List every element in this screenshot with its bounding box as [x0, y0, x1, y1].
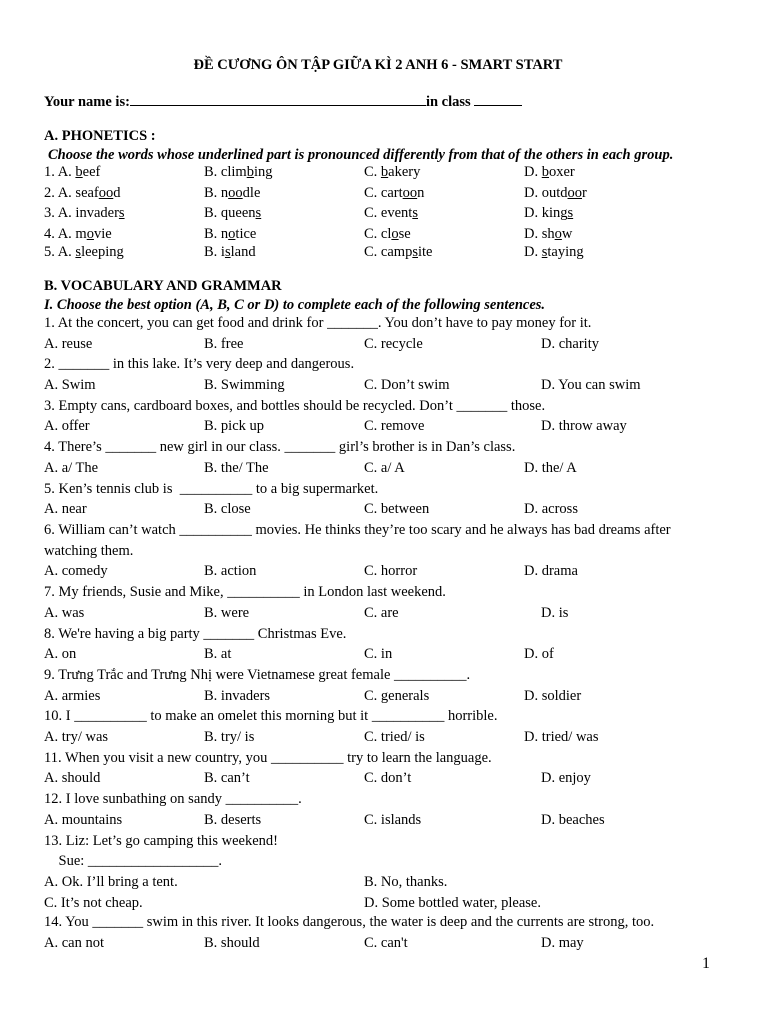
section-a-instruction: Choose the words whose underlined part is pronounced differently from that of the others in each group. — [48, 147, 674, 163]
answer-option[interactable]: D. may — [541, 935, 584, 951]
phonetics-option — [44, 184, 121, 202]
section-a-heading: A. PHONETICS : — [44, 128, 156, 144]
page-number: 1 — [702, 955, 710, 972]
option-text: B. i — [204, 244, 225, 260]
underlined-part: oo — [567, 185, 582, 201]
underlined-part: s — [75, 244, 82, 260]
question-text: 7. My friends, Susie and Mike, __________ in London last weekend. — [44, 584, 446, 600]
answer-option[interactable]: A. can not — [44, 935, 104, 951]
option-text: d — [113, 185, 121, 201]
option-text: C. — [364, 164, 381, 180]
answer-option[interactable]: D. enjoy — [541, 770, 591, 786]
answer-option[interactable]: B. Swimming — [204, 377, 285, 393]
underlined-part: s — [412, 205, 418, 221]
option-text: B. n — [204, 226, 229, 242]
option-text: land — [230, 244, 256, 260]
answer-option[interactable]: B. can’t — [204, 770, 250, 786]
question-text: 2. _______ in this lake. It’s very deep and dangerous. — [44, 356, 355, 372]
answer-option[interactable]: B. the/ The — [204, 460, 269, 476]
answer-option[interactable]: B. invaders — [204, 688, 271, 704]
underlined-part: o — [86, 226, 94, 242]
answer-option[interactable]: C. can't — [364, 935, 408, 951]
option-text: ing — [253, 164, 273, 180]
answer-option[interactable]: A. try/ was — [44, 729, 109, 745]
answer-option[interactable]: B. close — [204, 501, 251, 517]
option-text: C. cl — [364, 226, 392, 242]
underlined-part: oo — [402, 185, 418, 201]
question-text: 4. There’s _______ new girl in our class. _______ girl’s brother is in Dan’s class. — [44, 439, 516, 455]
underlined-part: b — [380, 164, 389, 180]
answer-option[interactable]: D. across — [524, 501, 578, 517]
answer-option[interactable]: D. beaches — [541, 812, 605, 828]
phonetics-option — [524, 225, 572, 243]
question-text: 8. We're having a big party _______ Christmas Eve. — [44, 626, 347, 642]
answer-option[interactable]: C. tried/ is — [364, 729, 425, 745]
phonetics-option — [364, 184, 424, 202]
phonetics-option — [204, 204, 261, 222]
answer-option[interactable]: B. should — [204, 935, 260, 951]
phonetics-option — [524, 243, 584, 261]
option-text: 2. A. seaf — [44, 185, 99, 201]
answer-option[interactable]: D. throw away — [541, 418, 627, 434]
answer-option[interactable]: C. don’t — [364, 770, 412, 786]
option-text: n — [417, 185, 425, 201]
option-text: akery — [388, 164, 421, 180]
underlined-part: s — [541, 244, 548, 260]
answer-option[interactable]: B. were — [204, 605, 250, 621]
answer-option[interactable]: C. between — [364, 501, 430, 517]
phonetics-option — [364, 204, 418, 222]
option-text: D. outd — [524, 185, 568, 201]
answer-option[interactable]: C. islands — [364, 812, 422, 828]
option-text: D. king — [524, 205, 568, 221]
section-b-instruction: I. Choose the best option (A, B, C or D) to complete each of the following sentences. — [44, 297, 546, 313]
answer-option[interactable]: C. recycle — [364, 336, 423, 352]
answer-option[interactable]: A. offer — [44, 418, 90, 434]
answer-option[interactable]: D. is — [541, 605, 569, 621]
phonetics-option — [204, 243, 256, 261]
phonetics-option — [524, 184, 587, 202]
question-text: Sue: __________________. — [44, 853, 223, 869]
answer-option[interactable]: D. Some bottled water, please. — [364, 895, 541, 911]
phonetics-option — [204, 225, 256, 243]
option-text: w — [561, 226, 573, 242]
option-text: vie — [93, 226, 112, 242]
option-text: D. — [524, 164, 542, 180]
option-text: se — [398, 226, 411, 242]
phonetics-option — [44, 225, 112, 243]
class-label: in class — [425, 94, 471, 110]
answer-option[interactable]: C. generals — [364, 688, 430, 704]
answer-option[interactable]: D. of — [524, 646, 554, 662]
underlined-part: o — [554, 226, 562, 242]
answer-option[interactable]: B. pick up — [204, 418, 265, 434]
underlined-part: b — [541, 164, 549, 180]
question-text: 9. Trưng Trắc and Trưng Nhị were Vietnamese great female __________. — [44, 667, 471, 683]
answer-option[interactable]: C. horror — [364, 563, 418, 579]
answer-option[interactable]: A. should — [44, 770, 101, 786]
answer-option[interactable]: D. drama — [524, 563, 578, 579]
phonetics-option — [364, 225, 411, 243]
answer-option[interactable]: A. near — [44, 501, 87, 517]
question-text: 5. Ken’s tennis club is __________ to a big supermarket. — [44, 481, 379, 497]
option-text: 1. A. — [44, 164, 76, 180]
phonetics-option — [364, 163, 420, 181]
option-text: C. event — [364, 205, 413, 221]
answer-option[interactable]: B. free — [204, 336, 244, 352]
option-text: D. — [524, 244, 542, 260]
option-text: dle — [242, 185, 261, 201]
answer-option[interactable]: D. the/ A — [524, 460, 577, 476]
phonetics-option — [204, 163, 272, 181]
answer-option[interactable]: C. remove — [364, 418, 425, 434]
option-text: r — [582, 185, 587, 201]
option-text: B. clim — [204, 164, 247, 180]
section-b-heading: B. VOCABULARY AND GRAMMAR — [44, 278, 282, 294]
underlined-part: s — [118, 205, 125, 221]
option-text: C. camp — [364, 244, 413, 260]
option-text: leeping — [81, 244, 124, 260]
underlined-part: s — [224, 244, 231, 260]
question-text: 13. Liz: Let’s go camping this weekend! — [44, 833, 278, 849]
answer-option[interactable]: A. was — [44, 605, 85, 621]
question-text: 6. William can’t watch __________ movies. He thinks they’re too scary and he always has bad dreams after — [44, 522, 671, 538]
answer-option[interactable]: B. deserts — [204, 812, 262, 828]
answer-option[interactable]: B. action — [204, 563, 257, 579]
answer-option[interactable]: A. reuse — [44, 336, 93, 352]
answer-option[interactable]: C. are — [364, 605, 399, 621]
question-text: watching them. — [44, 543, 134, 559]
underlined-part: b — [75, 164, 83, 180]
answer-option[interactable]: B. at — [204, 646, 232, 662]
answer-option[interactable]: C. in — [364, 646, 393, 662]
answer-option[interactable]: A. a/ The — [44, 460, 99, 476]
name-blank — [130, 92, 426, 106]
phonetics-option — [44, 163, 100, 181]
answer-option[interactable]: C. a/ A — [364, 460, 405, 476]
answer-option[interactable]: A. armies — [44, 688, 101, 704]
phonetics-option — [44, 204, 125, 222]
question-text: 3. Empty cans, cardboard boxes, and bottles should be recycled. Don’t _______ those. — [44, 398, 546, 414]
option-text: B. n — [204, 185, 229, 201]
underlined-part: s — [567, 205, 574, 221]
question-text: 1. At the concert, you can get food and drink for _______. You don’t have to pay money for it. — [44, 315, 592, 331]
answer-option[interactable]: A. Swim — [44, 377, 96, 393]
answer-option[interactable]: A. Ok. I’ll bring a tent. — [44, 874, 178, 890]
underlined-part: o — [228, 226, 236, 242]
question-text: 10. I __________ to make an omelet this morning but it __________ horrible. — [44, 708, 498, 724]
question-text: 14. You _______ swim in this river. It looks dangerous, the water is deep and the currents are strong, too. — [44, 914, 655, 930]
answer-option[interactable]: D. tried/ was — [524, 729, 599, 745]
underlined-part: o — [391, 226, 399, 242]
question-text: 12. I love sunbathing on sandy __________. — [44, 791, 302, 807]
option-text: B. queen — [204, 205, 256, 221]
option-text: tice — [235, 226, 257, 242]
option-text: taying — [547, 244, 584, 260]
phonetics-option — [524, 204, 573, 222]
option-text: eef — [82, 164, 101, 180]
option-text: 3. A. invader — [44, 205, 119, 221]
answer-option[interactable]: D. charity — [541, 336, 599, 352]
answer-option[interactable]: C. Don’t swim — [364, 377, 450, 393]
option-text: D. sh — [524, 226, 555, 242]
answer-option[interactable]: B. try/ is — [204, 729, 255, 745]
phonetics-option — [524, 163, 575, 181]
underlined-part: s — [412, 244, 418, 260]
answer-option[interactable]: C. It’s not cheap. — [44, 895, 143, 911]
option-text: 4. A. m — [44, 226, 87, 242]
option-text: 5. A. — [44, 244, 76, 260]
page-title: ĐỀ CƯƠNG ÔN TẬP GIỮA KÌ 2 ANH 6 - SMART START — [193, 57, 563, 73]
phonetics-option — [364, 243, 432, 261]
option-text: C. cart — [364, 185, 403, 201]
underlined-part: s — [255, 205, 262, 221]
underlined-part: oo — [98, 185, 114, 201]
question-text: 11. When you visit a new country, you __________ try to learn the language. — [44, 750, 492, 766]
name-line — [44, 92, 522, 111]
phonetics-option — [204, 184, 260, 202]
class-blank — [474, 92, 522, 106]
phonetics-option — [44, 243, 124, 261]
answer-option[interactable]: A. mountains — [44, 812, 123, 828]
option-text: oxer — [548, 164, 575, 180]
answer-option[interactable]: A. on — [44, 646, 77, 662]
underlined-part: oo — [228, 185, 243, 201]
option-text: ite — [417, 244, 433, 260]
answer-option[interactable]: A. comedy — [44, 563, 108, 579]
answer-option[interactable]: D. You can swim — [541, 377, 641, 393]
answer-option[interactable]: B. No, thanks. — [364, 874, 448, 890]
name-label: Your name is: — [44, 94, 130, 110]
answer-option[interactable]: D. soldier — [524, 688, 582, 704]
underlined-part: b — [246, 164, 254, 180]
